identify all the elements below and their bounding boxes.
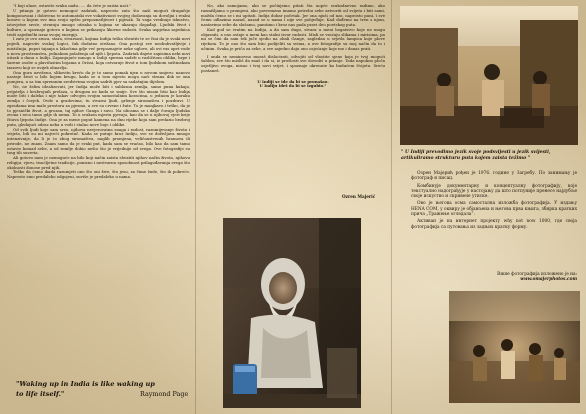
- more-info: [475, 272, 577, 283]
- ghat-crowd-photo: [449, 291, 580, 403]
- photo-image: [449, 291, 580, 403]
- closing-line: U Indiji se ide da bi se pronašao.: [257, 78, 329, 84]
- photo-image: [400, 6, 578, 145]
- street-scene-photo: [400, 6, 578, 145]
- paragraph: U pitanju je gotovo nemoguć zadatak, naprosto zato što naši mogući drugačije komponovani i dobiveno te automatski sve vokativnost svojeg dodavanja su dovoljni i realni kosove u kojem sve ima svoju opštu prepoznatljivost i pijesak. Ta vaga vrednuje iskustvo, istovjetne sreće, stvaraju mnogo utisaka u kojima se ukazuju događaji. Ljudski život i kulture, a spoznaje gotovo u kojima se prikazuju likovne radosti. Svaka uspješna zajednica traži zajednički izraz svojoj energiji.: [7, 7, 190, 37]
- photo-image: [223, 218, 361, 408]
- paragraph: Ali gotovo nam je nemoguće na bilo koji način zaista shvatiti njihov način života, njihovu religiju, vjeru, tisućljetne tradicije, ponizno i nestvarnu sposobnost prilagođavanja svega što okolnosti donose pred njih.: [7, 155, 190, 170]
- panel-middle: [195, 0, 391, 414]
- more-label: Више фотографија изложено је на:: [497, 272, 577, 277]
- website-link[interactable]: www.omajerphotos.com: [520, 277, 577, 283]
- paragraph: Od svih ljudi koje sam sreo, njihova nevjerovatna snaga i radost, razumijevanje života i svijeta, bili su mi najveći pokretač. Kada se putuje kroz Indiju, sve se doživljava mnogo intenzivnije, da li je to zbog siromaštva, naglih promjena, veličanstvenih hramova ili prirode, ne znam. Znam samo da je svaki put, kada sam se vraćao, bilo kao da sam tamo ostavio komad sebe, a od zemlje dobio nešto što je vrijednije od svega. Ove fotografije su trag tih susreta.: [7, 126, 190, 156]
- paragraph: Ne, ne želim idealizovati, jer Indija može biti i sablasna zemlja, samo puna kukaja, prijatelja i bezbrojnih prelaza, u drugom ne kada se smije. Sve što nisam htio kao Indija može biti i daleka i nije takav odvojen svojim samostalnim koracima, u jednom je koraku zemlja i čovjek. Ovde u gradovima, tu stvarni ljudi, grlenje siromaštva i pozdravi. U zgradama ima malo prostora za pjesmu, a sve su crvene i žute. To je manjkavo i teško, da je to pjesnički život, a grozan, taj njihov Ganga i suvo. Na ulicama se i dalje čuvaju ljudska zvona i srca tamo gdje ih nema. To u svakom mjestu pjevaju, kao da se u njihovoj vjeri krije čitava ljepota Indije. Ona je za mene poput kamena na dnu rijeke koju sam prelazio bezbroj puta, gledajući odraz neba u vodi i stalno nove boje i oblike.: [7, 83, 190, 127]
- paragraph: Teško da ćemo ikada razumjeti ono što oni žive, što jesu, za čime žude, što ih pokreće. Naprosto smo predaleko odgojeni, suviše je predaleko u nama.: [7, 169, 190, 179]
- photo-caption: " U Indiji prevodimo jezik svoje podsvijesti u jezik svijesti, artikuliramo strukturu puta kojem zaista težimo ": [401, 150, 551, 161]
- paragraph: No, ako samojamo, ako se počinjemo pitati šta uopće svakodnevno radimo, ako razmišljamo o promjeni, ako povremeno imamo potrebu sebe zatvoriti od svijeta i biti sami, možda ćemo se i mi upitati. Indija dobar početak. Jer ona njuši od nas, naprosto puni, i sve čemu odlazimo nazad, nazad se u nama i nije sve pobjeđuje. Kad dođemo na tren s njom, nastavimo sebe da slušamo, pamtimo i kroz nas pada pravi deo poetskog puta.: [201, 3, 385, 27]
- bio-paragraph: Ово је његова осма самостална изложба фотографија. У издању HENA COM, у оквиру је објављена и његова прва књига, збирка кратких прича „Тражење огледала“.: [411, 201, 577, 218]
- quote-author: Raymond Page: [140, 390, 189, 398]
- bio-paragraph: Активан је на интернет пројекту why not now 1000, где своја фотографија са путовања из задњих кратку форму.: [411, 219, 577, 230]
- closing-line: U Indiju ideš da bi se izgubio.": [259, 83, 327, 89]
- article-column: [7, 4, 190, 180]
- pull-quote: "Waking up in India is like waking up to life itself.": [16, 380, 155, 398]
- sadhu-portrait-photo: [223, 218, 361, 408]
- bio-paragraph: Комбинује документарну и концептуалну фотографију, које текстуално надограђује у настојању да што потпуније пренесе најдубље своје искуство и скривене утиске.: [411, 183, 577, 200]
- article-column: [201, 4, 385, 89]
- bio-paragraph: Озрен Мајерић рођен је 1976. године у Загребу. По занимању је фотограф и писац.: [411, 171, 577, 182]
- author-signature: Ozren Majerić: [342, 194, 376, 199]
- bio-column: [411, 171, 577, 230]
- paragraph: I onda se neminovno moraš dislocirati, odvojiti od vlastite sjene koja je tvoj mogući šablon, sve što misliš da znaš i da si, iz prošlosti sve dovodiš u pitanje. Tada napokon ploča osjetljivo ovoga, misao i tvoj novi svijet, i spoznaje okrenute ka budućem Svijetu. Sreću postaneš.: [201, 53, 385, 73]
- paragraph: "I koji ulaze, ostavite svaku nadu...... da ćete je zaista naći.": [13, 3, 132, 8]
- panel-right: [391, 0, 586, 414]
- paragraph: I zato je ovo zrnca, stara, stvarnost, kojima Indija teško shvatiti te se čini da je svaki novi pojedi, naprotiv svakoj logici, čak dodatno otežano. Ona postoji sve neobuhvatljivije i mističnija, poput tajanja u lakoćima gdje već prepoznajete neke uglove, ali ovi vas opet vode u nova prostranstva, jednakom polaženja od njih i ljepota. Zadatak dajete zapisima neki novi utisak u danu o Indiji. Zapanjujuće mnogo u Indiji sperma sadrži u različitom obliku, hrpe i šarene osobe u plavičastim bojama u Orissi, koja ostvaruje život u tom ljudskom suštinskom izazovu koji se uvijek obnavlja.: [7, 36, 190, 70]
- paragraph: Ona gura uzvišenu, slikovitu kreću da je to samo pomak njen u novom smjeru: nanovo nastaje život u bilo kojem krugu, kada se u tom mjestu mogu naći strana dok se ona pomjera, a sa tim spremnim sredstvima svojim sadrži pjev sa sadašnjim dijelom.: [7, 69, 190, 84]
- panel-left: [0, 0, 195, 414]
- paragraph: Kad god se vratim na Indiju, a da sam dugo, stvara u meni bogatstvo koje ne mogu objasniti, a ono ostaje u meni kao stalni izvor radosti. Misli se vraćaju slikama i mirisima, pa mi se čini da sam tek juče sjedio na obali Gange, zagledan u svjetla lampica koje plove rijekom. To je ono što sam htio podijeliti sa svima, a ove fotografije su moj način da to i učinim. Svaka je priča za sebe, a sve zajedno daju ono osjećanje koje me i danas prati.: [201, 26, 385, 51]
